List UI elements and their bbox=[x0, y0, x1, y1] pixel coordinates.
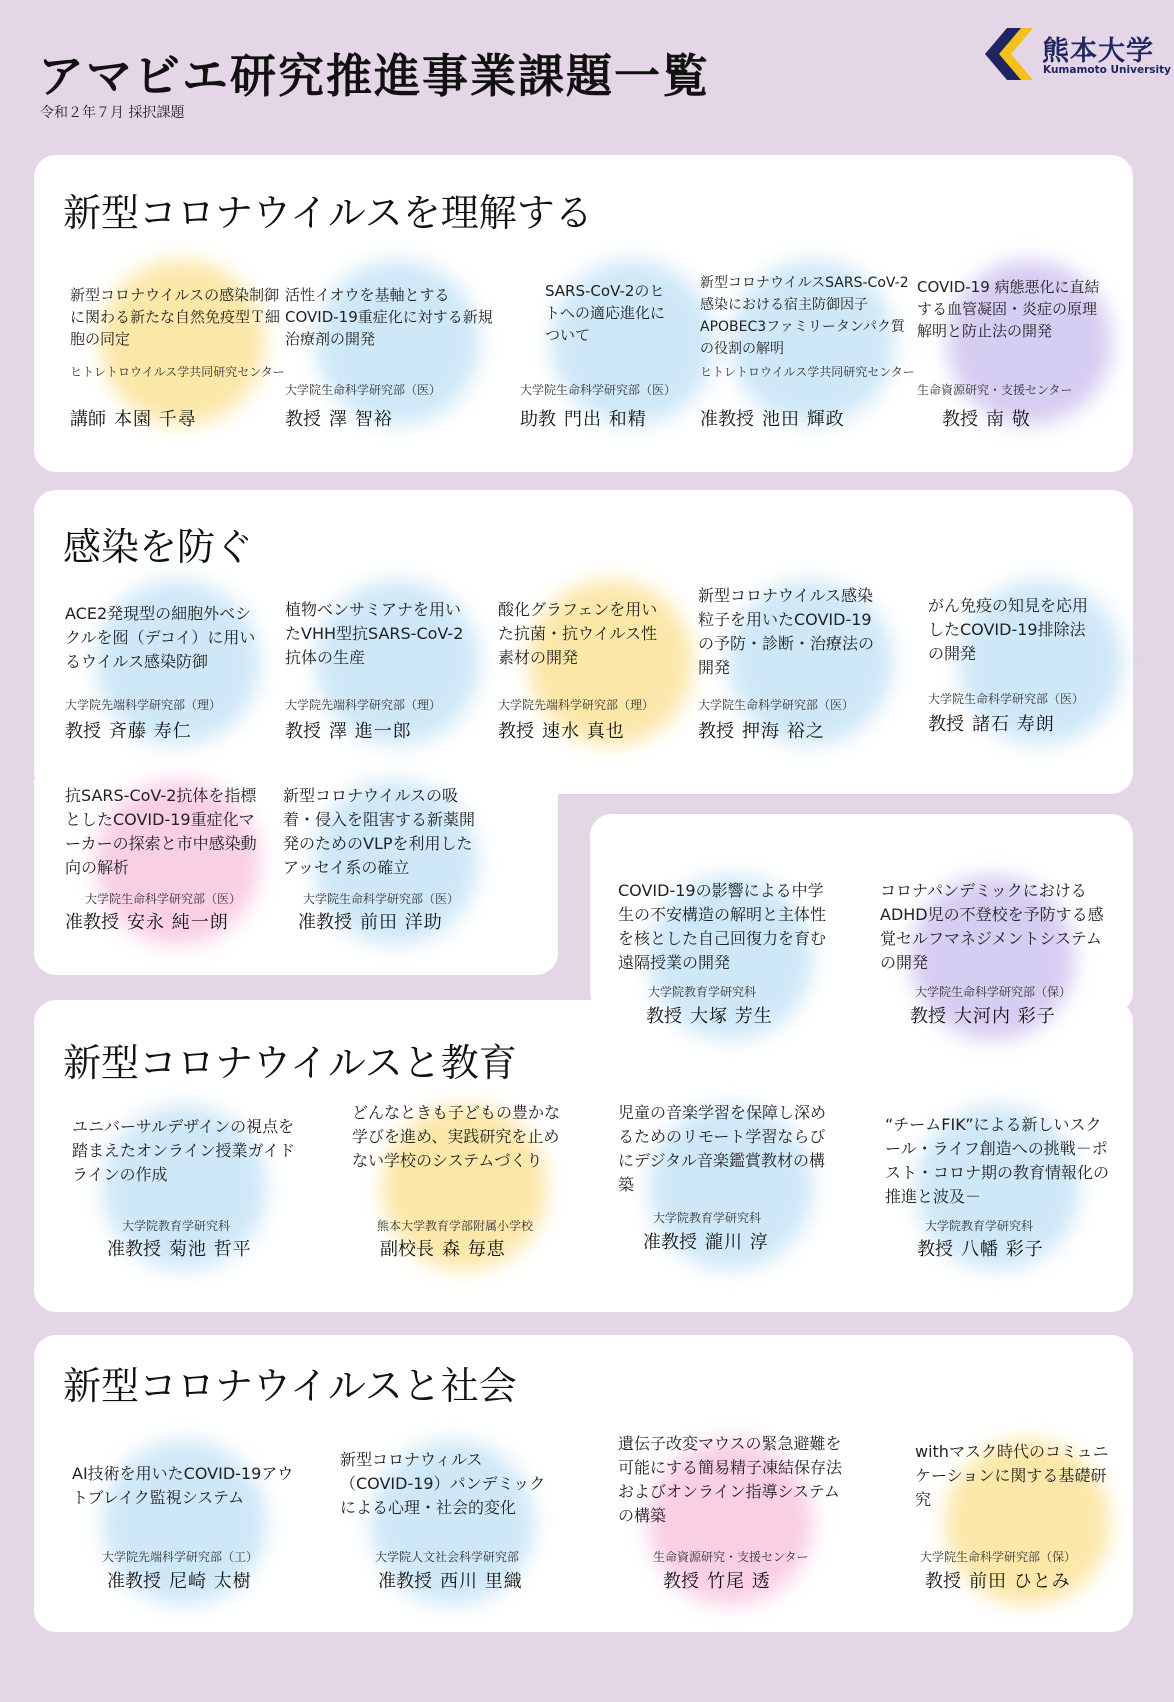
researcher-name bbox=[65, 908, 280, 934]
researcher-role: 講師 bbox=[70, 409, 106, 430]
researcher-role: 教授 bbox=[925, 1571, 961, 1592]
project-affiliation: 大学院生命科学研究部（医） bbox=[303, 892, 460, 906]
researcher-role: 教授 bbox=[285, 721, 321, 742]
project-card bbox=[880, 875, 1104, 1075]
project-title: SARS-CoV-2のヒトへの適応進化について bbox=[545, 282, 666, 344]
researcher-role: 教授 bbox=[917, 1239, 953, 1260]
project-affiliation: 大学院生命科学研究部（医） bbox=[85, 892, 242, 906]
researcher-fullname: 池田 輝政 bbox=[762, 409, 845, 430]
project-title: 抗SARS-CoV-2抗体を指標としたCOVID-19重症化マーカーの探索と市中感染動向の解析 bbox=[65, 786, 257, 877]
project-affiliation: 熊本大学教育学部附属小学校 bbox=[377, 1219, 534, 1233]
section-title-society: 新型コロナウイルスと社会 bbox=[63, 1364, 517, 1408]
project-title: コロナパンデミックにおけるADHD児の不登校を予防する感覚セルフマネジメントシステムの開発 bbox=[880, 881, 1104, 972]
researcher-name bbox=[646, 1002, 861, 1028]
project-card bbox=[285, 580, 495, 780]
chevron-logo-icon bbox=[985, 25, 1041, 83]
researcher-role: 教授 bbox=[646, 1006, 682, 1027]
researcher-role: 准教授 bbox=[107, 1239, 161, 1260]
page-title: アマビエ研究推進事業課題一覧 bbox=[38, 49, 710, 103]
researcher-role: 教授 bbox=[928, 714, 964, 735]
researcher-name bbox=[925, 1567, 1140, 1593]
project-card bbox=[352, 1105, 562, 1305]
project-title: 植物ベンサミアナを用いたVHH型抗SARS-CoV-2抗体の生産 bbox=[285, 600, 464, 667]
researcher-fullname: 森 毎恵 bbox=[442, 1239, 506, 1260]
project-affiliation: 大学院教育学研究科 bbox=[925, 1219, 1034, 1233]
project-card bbox=[618, 1434, 843, 1640]
researcher-name bbox=[917, 1235, 1132, 1261]
project-card bbox=[698, 580, 908, 780]
researcher-name bbox=[285, 405, 500, 431]
researcher-name bbox=[498, 717, 713, 743]
project-affiliation: 大学院生命科学研究部（医） bbox=[698, 698, 855, 712]
section-title-understand: 新型コロナウイルスを理解する bbox=[63, 191, 593, 235]
project-affiliation: 生命資源研究・支援センター bbox=[653, 1550, 809, 1564]
project-title: COVID-19の影響による中学生の不安構造の解明と主体性を核とした自己回復力を育む遠隔授業の開発 bbox=[618, 881, 827, 972]
project-affiliation: 生命資源研究・支援センター bbox=[917, 383, 1073, 397]
project-card bbox=[915, 1440, 1125, 1640]
project-affiliation: 大学院教育学研究科 bbox=[653, 1211, 762, 1225]
researcher-fullname: 八幡 彩子 bbox=[961, 1239, 1044, 1260]
project-card bbox=[700, 260, 915, 460]
researcher-role: 教授 bbox=[663, 1571, 699, 1592]
project-affiliation: 大学院生命科学研究部（保） bbox=[920, 1550, 1077, 1564]
logo-name-en: Kumamoto University bbox=[1043, 64, 1171, 76]
project-title: どんなときも子どもの豊かな学びを進め、実践研究を止めない学校のシステムづくり bbox=[352, 1103, 561, 1170]
researcher-name bbox=[942, 405, 1157, 431]
university-logo bbox=[985, 25, 1171, 83]
project-title: 新型コロナウイルスの感染制御に関わる新たな自然免疫型Ｔ細胞の同定 bbox=[70, 286, 281, 348]
researcher-role: 教授 bbox=[65, 721, 101, 742]
logo-name-jp: 熊本大学 bbox=[1042, 36, 1154, 67]
project-affiliation: 大学院生命科学研究部（医） bbox=[928, 692, 1085, 706]
researcher-fullname: 瀧川 淳 bbox=[705, 1232, 769, 1253]
section-title-prevent: 感染を防ぐ bbox=[63, 525, 254, 569]
researcher-name bbox=[698, 717, 913, 743]
researcher-role: 教授 bbox=[942, 409, 978, 430]
researcher-fullname: 西川 里織 bbox=[440, 1571, 523, 1592]
researcher-fullname: 尼崎 太樹 bbox=[169, 1571, 252, 1592]
project-title: がん免疫の知見を応用したCOVID-19排除法の開発 bbox=[928, 596, 1089, 663]
project-card bbox=[928, 580, 1138, 780]
project-affiliation: 大学院人文社会科学研究部 bbox=[375, 1550, 520, 1564]
project-card bbox=[65, 580, 275, 780]
project-affiliation: 大学院生命科学研究部（医） bbox=[285, 383, 442, 397]
researcher-role: 教授 bbox=[285, 409, 321, 430]
researcher-fullname: 大塚 芳生 bbox=[690, 1006, 773, 1027]
researcher-role: 准教授 bbox=[65, 912, 119, 933]
project-card bbox=[70, 260, 285, 460]
researcher-role: 准教授 bbox=[700, 409, 754, 430]
researcher-name bbox=[285, 717, 500, 743]
project-title: 新型コロナウイルス感染粒子を用いたCOVID-19の予防・診断・治療法の開発 bbox=[698, 586, 875, 677]
researcher-fullname: 竹尾 透 bbox=[707, 1571, 771, 1592]
researcher-fullname: 安永 純一朗 bbox=[127, 912, 229, 933]
project-card bbox=[498, 580, 708, 780]
project-title: 新型コロナウイルスSARS-CoV-2感染における宿主防御因子APOBEC3ファミリータンパク質の役割の解明 bbox=[700, 275, 909, 357]
project-affiliation: 大学院先端科学研究部（理） bbox=[285, 698, 442, 712]
researcher-name bbox=[700, 405, 915, 431]
project-card bbox=[72, 1105, 296, 1305]
researcher-fullname: 押海 裕之 bbox=[742, 721, 825, 742]
researcher-fullname: 前田 ひとみ bbox=[969, 1571, 1071, 1592]
researcher-fullname: 門出 和精 bbox=[564, 409, 647, 430]
researcher-fullname: 澤 智裕 bbox=[329, 409, 393, 430]
researcher-name bbox=[298, 908, 513, 934]
project-card bbox=[72, 1440, 294, 1640]
researcher-fullname: 速水 真也 bbox=[542, 721, 625, 742]
researcher-fullname: 澤 進一郎 bbox=[329, 721, 412, 742]
researcher-fullname: 大河内 彩子 bbox=[954, 1006, 1056, 1027]
project-card bbox=[340, 1440, 550, 1640]
project-title: 遺伝子改変マウスの緊急避難を可能にする簡易精子凍結保存法およびオンライン指導システムの構築 bbox=[618, 1434, 843, 1525]
researcher-role: 准教授 bbox=[298, 912, 352, 933]
project-affiliation: 大学院先端科学研究部（理） bbox=[65, 698, 222, 712]
project-title: 活性イオウを基軸とするCOVID-19重症化に対する新規治療剤の開発 bbox=[285, 286, 493, 348]
project-affiliation: ヒトレトロウイルス学共同研究センター bbox=[700, 365, 915, 379]
project-card bbox=[65, 780, 275, 980]
project-card bbox=[618, 1105, 828, 1305]
researcher-name bbox=[380, 1235, 595, 1261]
researcher-name bbox=[643, 1228, 858, 1254]
project-affiliation: 大学院生命科学研究部（保） bbox=[915, 985, 1072, 999]
researcher-role: 准教授 bbox=[378, 1571, 432, 1592]
project-affiliation: 大学院先端科学研究部（理） bbox=[498, 698, 655, 712]
researcher-fullname: 菊池 哲平 bbox=[169, 1239, 252, 1260]
project-affiliation: ヒトレトロウイルス学共同研究センター bbox=[70, 365, 285, 379]
project-title: 児童の音楽学習を保障し深めるためのリモート学習ならびにデジタル音楽鑑賞教材の構築 bbox=[618, 1103, 827, 1194]
project-title: ユニバーサルデザインの視点を踏まえたオンライン授業ガイドラインの作成 bbox=[72, 1117, 296, 1184]
researcher-fullname: 本園 千尋 bbox=[114, 409, 197, 430]
project-affiliation: 大学院生命科学研究部（医） bbox=[520, 383, 677, 397]
researcher-role: 准教授 bbox=[107, 1571, 161, 1592]
researcher-fullname: 斉藤 寿仁 bbox=[109, 721, 192, 742]
researcher-role: 教授 bbox=[498, 721, 534, 742]
researcher-name bbox=[910, 1002, 1125, 1028]
researcher-name bbox=[65, 717, 280, 743]
section-title-education: 新型コロナウイルスと教育 bbox=[63, 1041, 517, 1085]
project-card bbox=[285, 260, 495, 460]
project-card bbox=[618, 875, 828, 1075]
researcher-role: 助教 bbox=[520, 409, 556, 430]
project-card bbox=[520, 260, 730, 460]
researcher-fullname: 諸石 寿朗 bbox=[972, 714, 1055, 735]
researcher-name bbox=[107, 1567, 322, 1593]
researcher-role: 教授 bbox=[698, 721, 734, 742]
project-title: ACE2発現型の細胞外ベシクルを囮（デコイ）に用いるウイルス感染防御 bbox=[65, 604, 256, 671]
project-card bbox=[283, 780, 493, 980]
project-affiliation: 大学院先端科学研究部（工） bbox=[102, 1550, 259, 1564]
researcher-name bbox=[928, 710, 1143, 736]
researcher-role: 副校長 bbox=[380, 1239, 434, 1260]
page-subtitle: 令和２年７月 採択課題 bbox=[40, 105, 185, 121]
project-title: 新型コロナウイルスの吸着・侵入を阻害する新薬開発のためのVLPを利用したアッセイ系の確立 bbox=[283, 786, 476, 877]
researcher-name bbox=[107, 1235, 322, 1261]
researcher-role: 教授 bbox=[910, 1006, 946, 1027]
project-card bbox=[885, 1105, 1110, 1305]
researcher-fullname: 南 敬 bbox=[986, 409, 1031, 430]
researcher-name bbox=[70, 405, 285, 431]
researcher-fullname: 前田 洋助 bbox=[360, 912, 443, 933]
project-card bbox=[917, 260, 1127, 460]
researcher-role: 准教授 bbox=[643, 1232, 697, 1253]
researcher-name bbox=[663, 1567, 878, 1593]
project-title: AI技術を用いたCOVID-19アウトブレイク監視システム bbox=[72, 1464, 294, 1507]
project-title: 新型コロナウィルス（COVID-19）パンデミックによる心理・社会的変化 bbox=[340, 1450, 546, 1517]
project-title: COVID-19 病態悪化に直結する血管凝固・炎症の原理解明と防止法の開発 bbox=[917, 278, 1100, 340]
project-affiliation: 大学院教育学研究科 bbox=[648, 985, 757, 999]
researcher-name bbox=[378, 1567, 593, 1593]
project-title: withマスク時代のコミュニケーションに関する基礎研究 bbox=[915, 1442, 1109, 1509]
project-affiliation: 大学院教育学研究科 bbox=[122, 1219, 231, 1233]
project-title: “チームFIK”による新しいスクール・ライフ創造への挑戦－ポスト・コロナ期の教育情報化の推進と波及－ bbox=[885, 1115, 1110, 1206]
project-title: 酸化グラフェンを用いた抗菌・抗ウイルス性素材の開発 bbox=[498, 600, 658, 667]
